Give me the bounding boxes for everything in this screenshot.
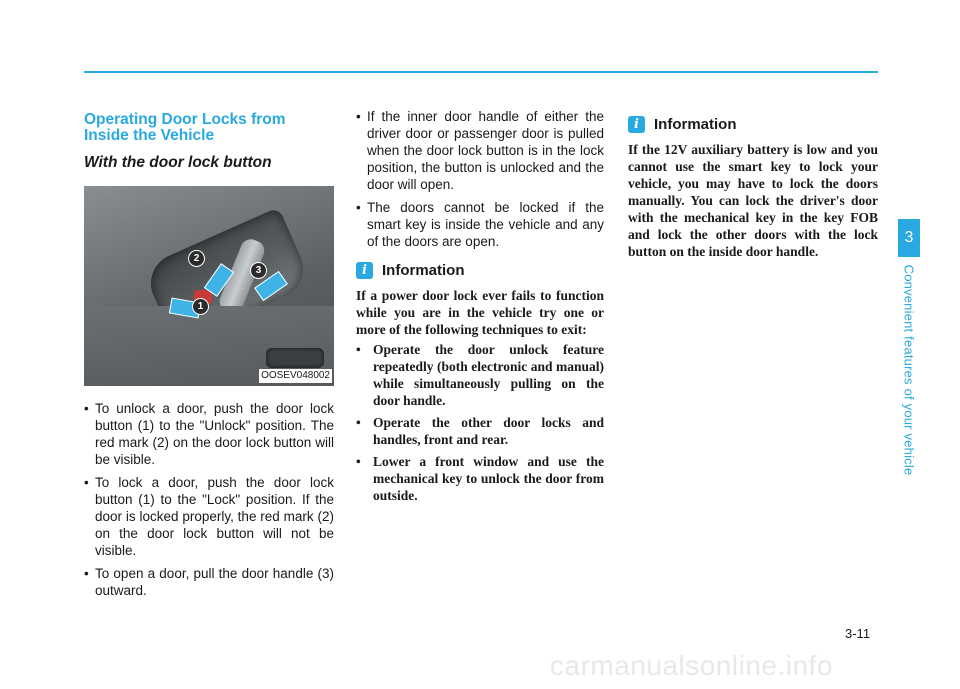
callout-2: 2 [188, 250, 205, 267]
list-item: • If the inner door handle of either the driver door or passenger door is pulled when the door lock button is in the lock position, the button is unlocked and the door will open. [356, 108, 604, 193]
list-item: • Operate the other door locks and handles, front and rear. [356, 414, 604, 448]
list-item: • The doors cannot be locked if the smart key is inside the vehicle and any of the doors are open. [356, 199, 604, 250]
top-rule [84, 71, 878, 73]
info-box-2-body: If the 12V auxiliary battery is low and you cannot use the smart key to lock your vehicle, you may have to lock the doors manually. You can lock the driver's door with the mechanical key in the key FOB and lock the other doors with the lock button on the inside door handle. [628, 142, 878, 259]
info-box-1-bullets [356, 341, 604, 504]
column-1-bullets [84, 400, 334, 599]
info-box-2-title: Information [654, 116, 737, 133]
info-box-1-title: Information [382, 262, 465, 279]
info-icon: i [628, 116, 645, 133]
info-box-1-intro: If a power door lock ever fails to function while you are in the vehicle try one or more of the following techniques to exit: [356, 288, 604, 337]
info-box-2-header [628, 116, 878, 133]
watermark: carmanualsonline.info [550, 650, 833, 681]
info-box-1-header [356, 262, 604, 279]
column-1 [84, 108, 334, 605]
chapter-tab: 3 [898, 219, 920, 257]
list-item: • To unlock a door, push the door lock button (1) to the "Unlock" position. The red mark (2) on the door lock button will be visible. [84, 400, 334, 468]
section-title: Operating Door Locks from Inside the Vehicle [84, 111, 286, 144]
door-lock-figure [84, 186, 334, 386]
window-switch [266, 348, 324, 368]
column-2 [356, 108, 604, 509]
figure-code: OOSEV048002 [261, 370, 330, 381]
info-icon: i [356, 262, 373, 279]
chapter-title: Convenient features of your vehicle [901, 264, 917, 476]
page-number: 3-11 [845, 626, 871, 641]
list-item: • Operate the door unlock feature repeatedly (both electronic and manual) while simultaneously pulling on the door handle. [356, 341, 604, 409]
subsection-title: With the door lock button [84, 154, 272, 171]
callout-3: 3 [250, 262, 267, 279]
list-item: • To lock a door, push the door lock button (1) to the "Lock" position. If the door is locked properly, the red mark (2) on the door lock button will not be visible. [84, 474, 334, 559]
column-3 [628, 108, 878, 263]
callout-1: 1 [192, 298, 209, 315]
column-2-bullets [356, 108, 604, 250]
list-item: • Lower a front window and use the mechanical key to unlock the door from outside. [356, 453, 604, 504]
list-item: • To open a door, pull the door handle (3) outward. [84, 565, 334, 599]
